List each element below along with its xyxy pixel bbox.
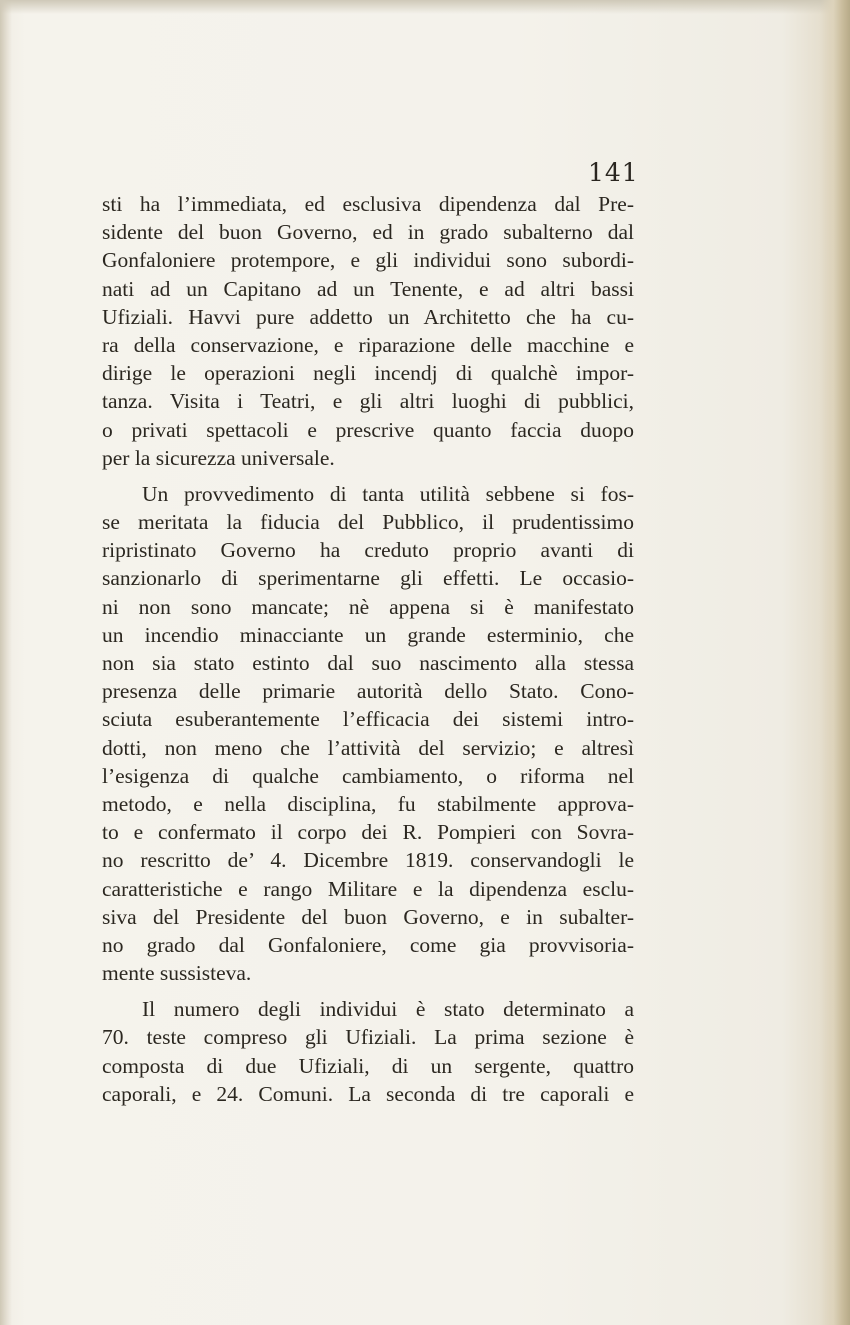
text-line: caporali, e 24. Comuni. La seconda di tre caporali e (102, 1081, 634, 1106)
text-line: se meritata la fiducia del Pubblico, il prudentissimo (102, 510, 634, 535)
text-line: l’esigenza di qualche cambiamento, o riforma nel (102, 763, 634, 788)
text-line: ripristinato Governo ha creduto proprio avanti di (102, 538, 634, 563)
text-line: sidente del buon Governo, ed in grado subalterno dal (102, 220, 634, 245)
text-line: composta di due Ufiziali, di un sergente, quattro (102, 1053, 634, 1078)
text-line: no rescritto de’ 4. Dicembre 1819. conservandogli le (102, 848, 634, 873)
page-right-edge (820, 0, 850, 1325)
text-line: to e confermato il corpo dei R. Pompieri con Sovra- (102, 820, 634, 845)
text-line: o privati spettacoli e prescrive quanto faccia duopo (102, 417, 634, 442)
paragraph-gap (102, 472, 634, 480)
text-line: mente sussisteva. (102, 961, 252, 986)
text-line: tanza. Visita i Teatri, e gli altri luoghi di pubblici, (102, 389, 634, 414)
text-line: sanzionarlo di sperimentarne gli effetti. Le occasio- (102, 566, 634, 591)
text-line: sti ha l’immediata, ed esclusiva dipendenza dal Pre- (102, 192, 634, 216)
text-line: per la sicurezza universale. (102, 445, 335, 470)
text-line: no grado dal Gonfaloniere, come gia provvisoria- (102, 932, 634, 957)
text-line: metodo, e nella disciplina, fu stabilmente approva- (102, 791, 634, 816)
text-line: Gonfaloniere protempore, e gli individui sono subordi- (102, 248, 634, 273)
text-line: Ufiziali. Havvi pure addetto un Architetto che ha cu- (102, 304, 634, 329)
text-line: Un provvedimento di tanta utilità sebbene si fos- (142, 481, 634, 506)
text-line: presenza delle primarie autorità dello Stato. Cono- (102, 679, 634, 704)
page-number: 141 (588, 158, 639, 187)
text-line: dotti, non meno che l’attività del servizio; e altresì (102, 735, 634, 760)
page-left-edge (0, 0, 12, 1325)
body-text (102, 190, 634, 1108)
paragraph-2 (102, 480, 634, 987)
text-line: caratteristiche e rango Militare e la dipendenza esclu- (102, 876, 634, 901)
paragraph-3 (102, 995, 634, 1108)
text-line: dirige le operazioni negli incendj di qualchè impor- (102, 361, 634, 386)
text-line: siva del Presidente del buon Governo, e in subalter- (102, 904, 634, 929)
paragraph-1 (102, 190, 634, 472)
text-line: un incendio minacciante un grande esterminio, che (102, 622, 634, 647)
text-line: ra della conservazione, e riparazione delle macchine e (102, 332, 634, 357)
page-top-shadow (0, 0, 850, 14)
text-line: nati ad un Capitano ad un Tenente, e ad altri bassi (102, 276, 634, 301)
text-line: 70. teste compreso gli Ufiziali. La prima sezione è (102, 1025, 634, 1050)
text-line: Il numero degli individui è stato determinato a (142, 997, 634, 1022)
paragraph-gap (102, 987, 634, 995)
text-line: non sia stato estinto dal suo nascimento alla stessa (102, 651, 634, 675)
text-line: ni non sono mancate; nè appena si è manifestato (102, 594, 634, 619)
text-line: sciuta esuberantemente l’efficacia dei sistemi intro- (102, 707, 634, 732)
